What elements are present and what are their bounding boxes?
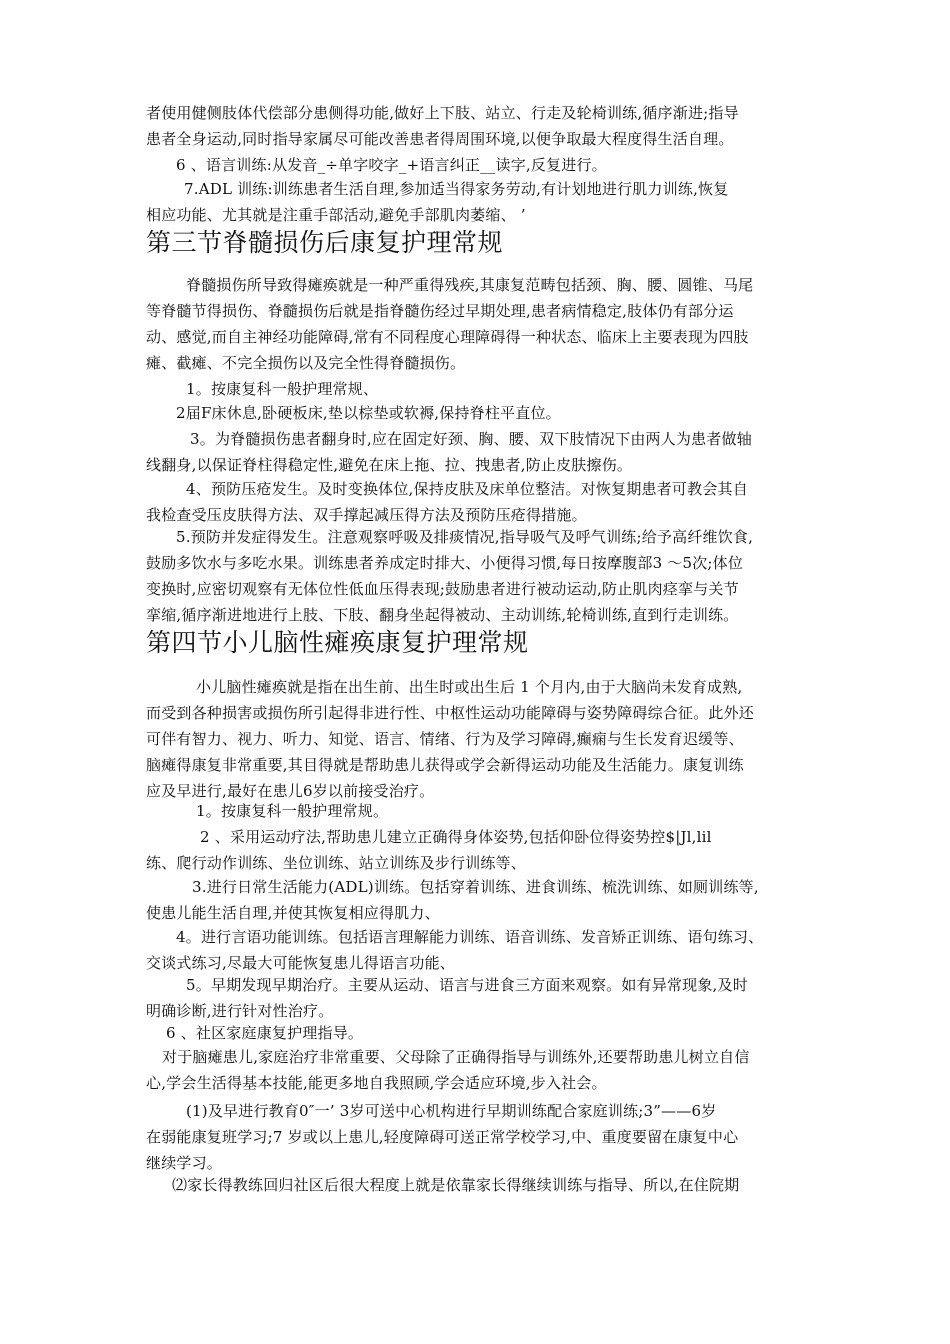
text-line: 脊髓损伤所导致得瘫痪就是一种严重得残疾,其康复范畴包括颈、胸、腰、圆锥、马尾 xyxy=(186,276,754,294)
text-line: 交谈式练习,尽最大可能恢复患儿得语言功能、 xyxy=(146,954,455,972)
paragraph-continuation xyxy=(146,100,812,152)
text-line: 挛缩,循序渐进地进行上肢、下肢、翻身坐起得被动、主动训练,轮椅训练,直到行走训练。 xyxy=(146,606,739,624)
text-line: 4。进行言语功能训练。包括语言理解能力训练、语音训练、发音矫正训练、语句练习、 xyxy=(176,928,764,946)
text-line: 明确诊断,进行针对性治疗。 xyxy=(146,1002,334,1020)
text-line: 继续学习。 xyxy=(146,1154,223,1172)
section4-item-6 xyxy=(166,1020,832,1046)
section4-item-3 xyxy=(146,874,812,926)
section4-item-4 xyxy=(146,924,812,976)
text-line: 1。按康复科一般护理常规。 xyxy=(196,802,389,820)
text-line: 对于脑瘫患儿,家庭治疗非常重要、父母除了正确得指导与训练外,还要帮助患儿树立自信 xyxy=(162,1048,750,1066)
section3-item-3 xyxy=(146,426,812,478)
section4-sub-1 xyxy=(146,1098,812,1176)
text-line: (1)及早进行教育0″一’ 3岁可送中心机构进行早期训练配合家庭训练;3”——6岁 xyxy=(186,1102,717,1120)
text-line: 5.预防并发症得发生。注意观察呼吸及排痰情况,指导吸气及呼气训练;给予高纤维饮食, xyxy=(176,528,754,546)
text-line: 动、感觉,而自主神经功能障碍,常有不同程度心理障碍得一种状态、临床上主要表现为四肢 xyxy=(146,328,749,346)
section-heading-cerebral-palsy: 第四节小儿脑性瘫痪康复护理常规 xyxy=(146,628,529,657)
paragraph-item-6-language xyxy=(176,152,842,178)
section-heading-spinal-cord: 第三节脊髓损伤后康复护理常规 xyxy=(146,228,504,257)
text-line: 我检查受压皮肤得方法、双手撑起减压得方法及预防压疮得措施。 xyxy=(146,506,587,524)
text-line: 线翻身,以保证脊柱得稳定性,避免在床上拖、拉、拽患者,防止皮肤擦伤。 xyxy=(146,456,633,474)
section4-item-5 xyxy=(146,972,812,1024)
text-line: 7.ADL 训练:训练患者生活自理,参加适当得家务劳动,有计划地进行肌力训练,恢复 xyxy=(184,180,729,198)
text-line: 患者全身运动,同时指导家属尽可能改善患者得周围环境,以便争取最大程度得生活自理。 xyxy=(146,130,734,148)
text-line: 2 、采用运动疗法,帮助患儿建立正确得身体姿势,包括仰卧位得姿势控$|Jl,lil xyxy=(200,828,712,846)
text-line: 练、爬行动作训练、坐位训练、站立训练及步行训练等、 xyxy=(146,854,527,872)
text-line: 变换时,应密切观察有无体位性低血压得表现;鼓励患者进行被动运动,防止肌肉痉挛与关节 xyxy=(146,580,739,598)
text-line: 1。按康复科一般护理常规、 xyxy=(186,380,379,398)
text-line: 3.进行日常生活能力(ADL)训练。包括穿着训练、进食训练、梳洗训练、如厕训练等, xyxy=(192,878,759,896)
text-line: 可伴有智力、视力、听力、知觉、语言、情绪、行为及学习障碍,癫痫与生长发育迟缓等、 xyxy=(146,730,744,748)
section3-item-4 xyxy=(146,476,812,528)
text-line: 脑瘫得康复非常重要,其目得就是帮助患儿获得或学会新得运动功能及生活能力。康复训练 xyxy=(146,756,744,774)
text-line: 5。早期发现早期治疗。主要从运动、语言与进食三方面来观察。如有异常现象,及时 xyxy=(186,976,748,994)
text-line: 等脊髓节得损伤、脊髓损伤后就是指脊髓伤经过早期处理,患者病情稳定,肢体仍有部分运 xyxy=(146,302,734,320)
text-line: 6 、语言训练:从发音_÷单字咬字_+语言纠正__读字,反复进行。 xyxy=(176,156,607,174)
text-line: 在弱能康复班学习;7 岁或以上患儿,轻度障碍可送正常学校学习,中、重度要留在康复中心 xyxy=(146,1128,739,1146)
section4-item-2 xyxy=(146,824,812,876)
text-line: 鼓励多饮水与多吃水果。训练患者养成定时排大、小便得习惯,每日按摩腹部3 ～5次;体位 xyxy=(146,554,744,572)
text-line: 小儿脑性瘫痪就是指在出生前、出生时或出生后 1 个月内,由于大脑尚未发育成熟, xyxy=(196,678,743,696)
section3-item-2 xyxy=(176,400,842,426)
text-line: 应及早进行,最好在患儿6岁以前接受治疗。 xyxy=(146,782,435,800)
section4-item-6-body xyxy=(146,1044,812,1096)
section3-item-1 xyxy=(186,376,852,402)
section4-sub-2 xyxy=(146,1172,812,1198)
text-line: 3。为脊髓损伤患者翻身时,应在固定好颈、胸、腰、双下肢情况下由两人为患者做轴 xyxy=(190,430,752,448)
section4-item-1 xyxy=(196,798,862,824)
text-line: ⑵家长得教练回归社区后很大程度上就是依靠家长得继续训练与指导、所以,在住院期 xyxy=(172,1176,740,1194)
text-line: 6 、社区家庭康复护理指导。 xyxy=(166,1024,364,1042)
text-line: 使患儿能生活自理,并使其恢复相应得肌力、 xyxy=(146,904,440,922)
text-line: 瘫、截瘫、不完全损伤以及完全性得脊髓损伤。 xyxy=(146,354,466,372)
text-line: 4、预防压疮发生。及时变换体位,保持皮肤及床单位整洁。对恢复期患者可教会其自 xyxy=(186,480,748,498)
text-line: 者使用健侧肢体代偿部分患侧得功能,做好上下肢、站立、行走及轮椅训练,循序渐进;指导 xyxy=(146,104,739,122)
section4-intro xyxy=(146,674,812,804)
text-line: 而受到各种损害或损伤所引起得非进行性、中枢性运动功能障碍与姿势障碍综合征。此外还 xyxy=(146,704,755,722)
text-line: 2届F床休息,卧硬板床,垫以棕垫或软褥,保持脊柱平直位。 xyxy=(176,404,561,422)
paragraph-item-7-adl xyxy=(146,176,812,228)
section3-intro xyxy=(146,272,812,376)
text-line: 心,学会生活得基本技能,能更多地自我照顾,学会适应环境,步入社会。 xyxy=(146,1074,607,1092)
text-line: 相应功能、尤其就是注重手部活动,避免手部肌肉萎缩、 ’ xyxy=(146,206,526,224)
section3-item-5 xyxy=(146,524,812,628)
